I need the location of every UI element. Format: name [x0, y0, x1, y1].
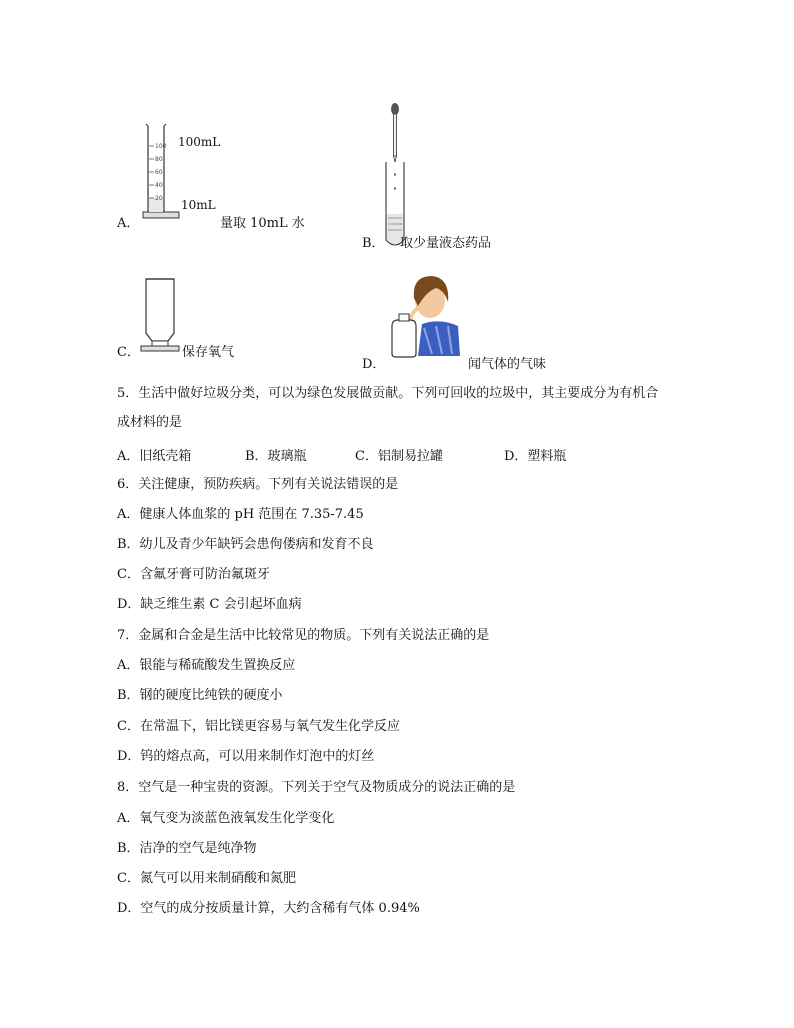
tick-label: 20: [155, 195, 163, 202]
option-c-letter: C．: [117, 345, 140, 360]
question-8-stem: 8．空气是一种宝贵的资源。下列关于空气及物质成分的说法正确的是: [117, 780, 516, 795]
question-7-option-a: A．银能与稀硫酸发生置换反应: [117, 658, 296, 673]
option-a-caption: 量取 10mL 水: [220, 216, 305, 231]
tick-label: 40: [155, 182, 163, 189]
question-7-option-b: B．钢的硬度比纯铁的硬度小: [117, 688, 283, 703]
question-5-option-a: A．旧纸壳箱: [117, 449, 192, 464]
option-a-letter: A．: [117, 216, 140, 231]
gas-jar-figure: [138, 275, 182, 355]
cylinder-label-top: 100mL: [178, 135, 221, 149]
question-5-option-b: B．玻璃瓶: [245, 449, 307, 464]
question-6-option-c: C．含氟牙膏可防治氟斑牙: [117, 567, 270, 582]
option-d-letter: D．: [362, 357, 386, 372]
option-d-caption: 闻气体的气味: [468, 357, 547, 372]
question-7-option-d: D．钨的熔点高，可以用来制作灯泡中的灯丝: [117, 749, 375, 764]
question-5-stem-line1: 5．生活中做好垃圾分类，可以为绿色发展做贡献。下列可回收的垃圾中，其主要成分为有机合: [117, 386, 659, 401]
question-7-option-c: C．在常温下，铝比镁更容易与氧气发生化学反应: [117, 719, 400, 734]
cylinder-label-bottom: 10mL: [181, 198, 216, 212]
question-8-option-b: B．洁净的空气是纯净物: [117, 841, 257, 856]
option-c-caption: 保存氧气: [182, 345, 235, 360]
option-b-letter: B．: [362, 236, 385, 251]
dropper-test-tube-figure: [378, 102, 408, 250]
question-5-option-d: D．塑料瓶: [504, 449, 567, 464]
question-8-option-d: D．空气的成分按质量计算，大约含稀有气体 0.94%: [117, 901, 420, 916]
question-6-option-b: B．幼儿及青少年缺钙会患佝偻病和发育不良: [117, 537, 374, 552]
question-6-stem: 6．关注健康，预防疾病。下列有关说法错误的是: [117, 477, 399, 492]
question-6-option-d: D．缺乏维生素 C 会引起坏血病: [117, 597, 302, 612]
smelling-gas-figure: [388, 268, 464, 358]
graduated-cylinder-figure: [138, 122, 182, 222]
question-6-option-a: A．健康人体血浆的 pH 范围在 7.35-7.45: [117, 507, 364, 522]
option-b-caption: 取少量液态药品: [400, 236, 492, 251]
tick-label: 60: [155, 169, 163, 176]
question-7-stem: 7．金属和合金是生活中比较常见的物质。下列有关说法正确的是: [117, 628, 490, 643]
tick-label: 100: [155, 143, 167, 150]
question-5-stem-line2: 成材料的是: [117, 415, 183, 430]
question-8-option-a: A．氧气变为淡蓝色液氧发生化学变化: [117, 811, 335, 826]
question-8-option-c: C．氮气可以用来制硝酸和氮肥: [117, 871, 296, 886]
tick-label: 80: [155, 156, 163, 163]
question-5-option-c: C．铝制易拉罐: [355, 449, 443, 464]
